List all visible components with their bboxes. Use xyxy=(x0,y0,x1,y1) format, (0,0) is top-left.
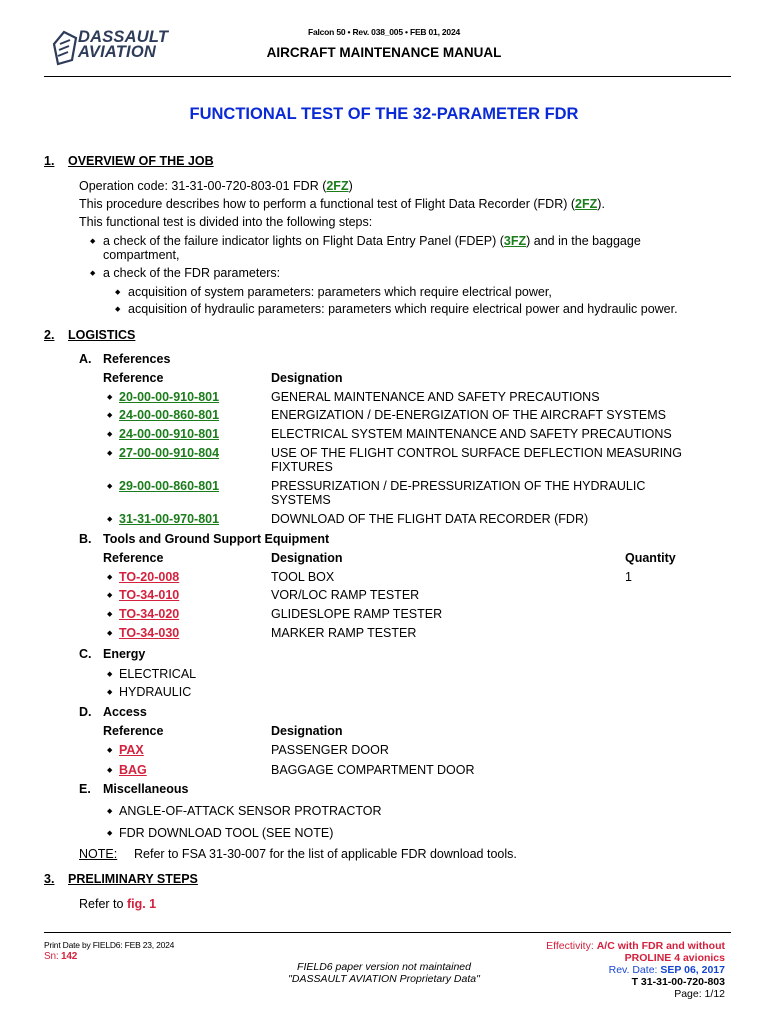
misc-item: ANGLE-OF-ATTACK SENSOR PROTRACTOR xyxy=(119,804,382,818)
step-1-text: a check of the failure indicator lights on Flight Data Entry Panel (FDEP) ( xyxy=(103,234,504,248)
col-designation: Designation xyxy=(271,551,343,565)
tool-designation: GLIDESLOPE RAMP TESTER xyxy=(271,607,443,621)
col-reference: Reference xyxy=(103,551,164,565)
subsection-b-heading xyxy=(79,532,330,547)
footer-divider xyxy=(44,932,731,933)
step-1-continued: compartment, xyxy=(103,248,180,262)
bullet-icon: ◆ xyxy=(107,747,113,754)
link-2fz-desc[interactable]: 2FZ xyxy=(575,197,598,211)
access-link[interactable]: BAG xyxy=(119,763,147,777)
ref-link[interactable]: 29-00-00-860-801 xyxy=(119,479,220,493)
subsection-title: References xyxy=(103,352,171,366)
tool-link[interactable]: TO-34-030 xyxy=(119,626,180,640)
section-title: LOGISTICS xyxy=(68,328,136,342)
ref-designation: PRESSURIZATION / DE-PRESSURIZATION OF THE HYDRAULIC xyxy=(271,479,646,493)
bullet-icon: ◆ xyxy=(107,808,113,815)
ref-link[interactable]: 24-00-00-910-801 xyxy=(119,427,220,441)
desc-close: ). xyxy=(597,197,605,211)
tool-designation: MARKER RAMP TESTER xyxy=(271,626,417,640)
tool-designation: VOR/LOC RAMP TESTER xyxy=(271,588,420,602)
sn-value: 142 xyxy=(61,951,78,962)
ref-designation-cont: FIXTURES xyxy=(271,460,333,474)
step-2: a check of the FDR parameters: xyxy=(103,266,281,280)
rev-date xyxy=(609,964,725,976)
subsection-letter: A. xyxy=(79,352,92,366)
desc-text: This procedure describes how to perform a functional test of Flight Data Recorder (FDR) ( xyxy=(79,197,576,211)
bullet-icon: ◆ xyxy=(107,483,113,490)
effectivity-value: A/C with FDR and without xyxy=(596,940,725,952)
footer-notice-1: FIELD6 paper version not maintained xyxy=(297,961,471,973)
logo-line-2: AVIATION xyxy=(78,43,156,61)
bullet-icon: ◆ xyxy=(90,270,96,277)
rev-date-label: Rev. Date: xyxy=(608,964,661,976)
bullet-icon: ◆ xyxy=(107,767,113,774)
access-designation: BAGGAGE COMPARTMENT DOOR xyxy=(271,763,475,777)
subsection-c-heading xyxy=(79,647,146,662)
bullet-icon: ◆ xyxy=(107,450,113,457)
step-1 xyxy=(103,234,641,249)
subsection-a-heading xyxy=(79,352,171,367)
bullet-icon: ◆ xyxy=(107,412,113,419)
link-3fz[interactable]: 3FZ xyxy=(503,234,527,248)
refer-text: Refer to xyxy=(79,897,127,911)
footer-notice-2: "DASSAULT AVIATION Proprietary Data" xyxy=(288,973,480,985)
document-title: FUNCTIONAL TEST OF THE 32-PARAMETER FDR xyxy=(189,105,579,123)
ref-designation: USE OF THE FLIGHT CONTROL SURFACE DEFLECTION MEASURING xyxy=(271,446,682,460)
misc-item: FDR DOWNLOAD TOOL (SEE NOTE) xyxy=(119,826,334,840)
ref-designation: ELECTRICAL SYSTEM MAINTENANCE AND SAFETY PRECAUTIONS xyxy=(271,427,672,441)
print-date: Print Date by FIELD6: FEB 23, 2024 xyxy=(44,940,175,950)
note-label: NOTE: xyxy=(79,847,118,861)
header-meta: Falcon 50 • Rev. 038_005 • FEB 01, 2024 xyxy=(307,27,461,37)
subsection-letter: B. xyxy=(79,532,92,546)
subsection-letter: C. xyxy=(79,647,92,661)
note-text: Refer to FSA 31-30-007 for the list of applicable FDR download tools. xyxy=(134,847,517,861)
bullet-icon: ◆ xyxy=(115,306,121,313)
header-divider xyxy=(44,76,731,77)
ref-link[interactable]: 20-00-00-910-801 xyxy=(119,390,220,404)
op-code-close: ) xyxy=(348,179,353,193)
bullet-icon: ◆ xyxy=(107,516,113,523)
bullet-icon: ◆ xyxy=(107,630,113,637)
bullet-icon: ◆ xyxy=(107,611,113,618)
steps-intro: This functional test is divided into the following steps: xyxy=(79,215,373,229)
col-quantity: Quantity xyxy=(625,551,676,565)
effectivity-label: Effectivity: xyxy=(546,940,597,952)
col-reference: Reference xyxy=(103,724,164,738)
col-designation: Designation xyxy=(271,371,343,385)
bullet-icon: ◆ xyxy=(107,592,113,599)
tool-link[interactable]: TO-34-010 xyxy=(119,588,180,602)
subsection-title: Miscellaneous xyxy=(103,782,189,796)
access-link[interactable]: PAX xyxy=(119,743,144,757)
ref-link[interactable]: 27-00-00-910-804 xyxy=(119,446,220,460)
subsection-letter: E. xyxy=(79,782,91,796)
ref-designation: ENERGIZATION / DE-ENERGIZATION OF THE AIRCRAFT SYSTEMS xyxy=(271,408,666,422)
section-3-heading xyxy=(44,872,198,887)
subsection-title: Tools and Ground Support Equipment xyxy=(103,532,330,546)
bullet-icon: ◆ xyxy=(107,830,113,837)
ref-link[interactable]: 31-31-00-970-801 xyxy=(119,512,220,526)
bullet-icon: ◆ xyxy=(90,238,96,245)
operation-code xyxy=(79,179,353,194)
section-2-heading xyxy=(44,328,136,343)
tool-link[interactable]: TO-20-008 xyxy=(119,570,180,584)
bullet-icon: ◆ xyxy=(107,671,113,678)
tool-link[interactable]: TO-34-020 xyxy=(119,607,180,621)
ref-designation: DOWNLOAD OF THE FLIGHT DATA RECORDER (FDR) xyxy=(271,512,589,526)
fig-1-link[interactable]: fig. 1 xyxy=(126,897,157,911)
access-designation: PASSENGER DOOR xyxy=(271,743,389,757)
section-number: 1. xyxy=(44,154,55,168)
manual-title: AIRCRAFT MAINTENANCE MANUAL xyxy=(266,45,502,60)
task-number: T 31-31-00-720-803 xyxy=(631,976,725,988)
link-2fz[interactable]: 2FZ xyxy=(326,179,349,193)
subsection-title: Energy xyxy=(103,647,146,661)
step-1-text-post: ) and in the baggage xyxy=(526,234,641,248)
section-title: PRELIMINARY STEPS xyxy=(68,872,198,886)
sub-step-2: acquisition of hydraulic parameters: parameters which require electrical power and hydraulic power. xyxy=(128,302,678,316)
tool-quantity: 1 xyxy=(625,570,632,584)
section-number: 3. xyxy=(44,872,55,886)
energy-item: HYDRAULIC xyxy=(119,685,192,699)
ref-link[interactable]: 24-00-00-860-801 xyxy=(119,408,220,422)
bullet-icon: ◆ xyxy=(107,574,113,581)
page-number: Page: 1/12 xyxy=(674,988,725,1000)
rev-date-value: SEP 06, 2017 xyxy=(660,964,725,976)
section-1-heading xyxy=(44,154,214,169)
ref-designation: GENERAL MAINTENANCE AND SAFETY PRECAUTIONS xyxy=(271,390,600,404)
energy-item: ELECTRICAL xyxy=(119,667,197,681)
subsection-letter: D. xyxy=(79,705,92,719)
sn-label: Sn: xyxy=(44,951,61,962)
logo-line-1: DASSAULT xyxy=(78,28,169,46)
effectivity-cont: PROLINE 4 avionics xyxy=(624,952,725,964)
bullet-icon: ◆ xyxy=(107,431,113,438)
procedure-description xyxy=(79,197,605,212)
section-title: OVERVIEW OF THE JOB xyxy=(68,154,214,168)
col-designation: Designation xyxy=(271,724,343,738)
section-number: 2. xyxy=(44,328,55,342)
bullet-icon: ◆ xyxy=(115,289,121,296)
op-code-text: Operation code: 31-31-00-720-803-01 FDR ( xyxy=(79,179,327,193)
effectivity xyxy=(546,940,725,952)
ref-designation-cont: SYSTEMS xyxy=(271,493,331,507)
bullet-icon: ◆ xyxy=(107,689,113,696)
subsection-title: Access xyxy=(103,705,147,719)
col-reference: Reference xyxy=(103,371,164,385)
sub-step-1: acquisition of system parameters: parameters which require electrical power, xyxy=(128,285,552,299)
bullet-icon: ◆ xyxy=(107,394,113,401)
subsection-e-heading xyxy=(79,782,189,797)
tool-designation: TOOL BOX xyxy=(271,570,335,584)
refer-to-figure xyxy=(79,897,156,912)
subsection-d-heading xyxy=(79,705,147,720)
